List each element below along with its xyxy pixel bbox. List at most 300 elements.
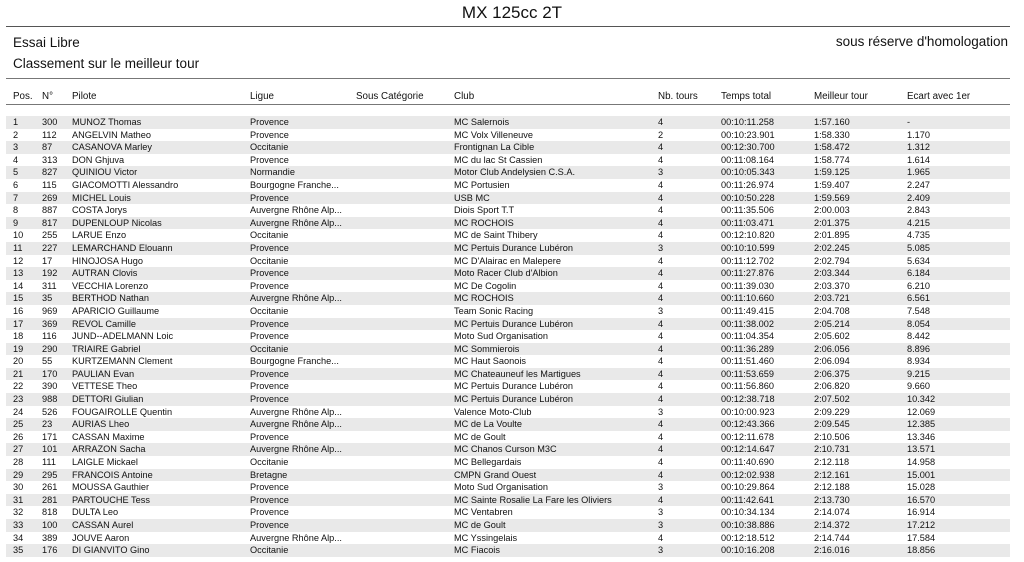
cell-num: 269 bbox=[42, 192, 58, 203]
cell-pilote: GIACOMOTTI Alessandro bbox=[72, 179, 179, 190]
cell-pos: 15 bbox=[13, 293, 24, 304]
cell-num: 281 bbox=[42, 494, 58, 505]
cell-pilote: TRIAIRE Gabriel bbox=[72, 343, 141, 354]
table-row bbox=[6, 343, 1010, 356]
session-label: Essai Libre bbox=[13, 35, 80, 50]
cell-num: 311 bbox=[42, 280, 57, 291]
cell-ecart: 8.442 bbox=[907, 331, 930, 342]
cell-club: MC Pertuis Durance Lubéron bbox=[454, 394, 573, 405]
cell-meilleur-tour: 2:06.094 bbox=[814, 356, 850, 367]
cell-num: 295 bbox=[42, 469, 58, 480]
cell-ligue: Occitanie bbox=[250, 142, 289, 153]
cell-nb-tours: 4 bbox=[658, 217, 664, 228]
cell-pos: 3 bbox=[13, 142, 19, 153]
cell-nb-tours: 3 bbox=[658, 167, 664, 178]
table-row bbox=[6, 192, 1010, 205]
cell-ecart: 18.856 bbox=[907, 545, 936, 556]
col-header-num: N° bbox=[42, 91, 53, 102]
table-row bbox=[6, 242, 1010, 255]
cell-club: Moto Sud Organisation bbox=[454, 331, 548, 342]
cell-pos: 26 bbox=[13, 431, 24, 442]
cell-pos: 5 bbox=[13, 167, 19, 178]
col-header-pos: Pos. bbox=[13, 91, 33, 102]
cell-ligue: Provence bbox=[250, 368, 289, 379]
cell-nb-tours: 4 bbox=[658, 394, 664, 405]
cell-pilote: VECCHIA Lorenzo bbox=[72, 280, 149, 291]
cell-temps-total: 00:11:26.974 bbox=[721, 179, 774, 190]
cell-meilleur-tour: 2:16.016 bbox=[814, 545, 850, 556]
cell-ecart: 4.735 bbox=[907, 230, 930, 241]
cell-ligue: Provence bbox=[250, 242, 289, 253]
cell-pilote: JUND--ADELMANN Loic bbox=[72, 331, 174, 342]
cell-num: 17 bbox=[42, 255, 53, 266]
cell-ligue: Occitanie bbox=[250, 545, 289, 556]
cell-ecart: 17.584 bbox=[907, 532, 936, 543]
cell-temps-total: 00:11:04.354 bbox=[721, 331, 774, 342]
cell-pilote: JOUVE Aaron bbox=[72, 532, 130, 543]
cell-nb-tours: 3 bbox=[658, 545, 664, 556]
cell-pos: 6 bbox=[13, 179, 19, 190]
cell-temps-total: 00:11:03.471 bbox=[721, 217, 774, 228]
cell-nb-tours: 2 bbox=[658, 129, 664, 140]
cell-num: 101 bbox=[42, 444, 58, 455]
cell-meilleur-tour: 2:10.731 bbox=[814, 444, 850, 455]
table-row bbox=[6, 431, 1010, 444]
cell-club: MC Pertuis Durance Lubéron bbox=[454, 242, 573, 253]
cell-ecart: 13.346 bbox=[907, 431, 936, 442]
table-row bbox=[6, 544, 1010, 557]
cell-club: MC Haut Saonois bbox=[454, 356, 527, 367]
table-row bbox=[6, 355, 1010, 368]
cell-num: 100 bbox=[42, 520, 58, 530]
cell-num: 300 bbox=[42, 117, 58, 127]
table-row bbox=[6, 141, 1010, 154]
cell-pilote: LEMARCHAND Elouann bbox=[72, 242, 173, 253]
table-row bbox=[6, 116, 1010, 129]
cell-ligue: Occitanie bbox=[250, 343, 289, 354]
table-row bbox=[6, 179, 1010, 192]
cell-num: 526 bbox=[42, 406, 58, 417]
cell-pilote: MUNOZ Thomas bbox=[72, 117, 142, 127]
cell-num: 170 bbox=[42, 368, 58, 379]
cell-club: MC de Goult bbox=[454, 520, 506, 530]
cell-temps-total: 00:12:14.647 bbox=[721, 444, 775, 455]
cell-num: 817 bbox=[42, 217, 58, 228]
cell-pilote: CASANOVA Marley bbox=[72, 142, 152, 153]
cell-pos: 27 bbox=[13, 444, 24, 455]
cell-ecart: 2.843 bbox=[907, 205, 930, 216]
cell-nb-tours: 4 bbox=[658, 142, 664, 153]
cell-pos: 28 bbox=[13, 457, 24, 468]
cell-meilleur-tour: 2:05.602 bbox=[814, 331, 850, 342]
cell-temps-total: 00:11:51.460 bbox=[721, 356, 774, 367]
cell-pilote: CASSAN Aurel bbox=[72, 520, 134, 530]
cell-ligue: Provence bbox=[250, 331, 289, 342]
cell-club: Frontignan La Cible bbox=[454, 142, 535, 153]
cell-meilleur-tour: 2:06.375 bbox=[814, 368, 850, 379]
cell-ecart: - bbox=[907, 117, 911, 127]
table-row bbox=[6, 229, 1010, 242]
cell-nb-tours: 3 bbox=[658, 507, 664, 518]
cell-pilote: ANGELVIN Matheo bbox=[72, 129, 151, 140]
cell-temps-total: 00:11:10.660 bbox=[721, 293, 774, 304]
cell-club: MC Yssingelais bbox=[454, 532, 518, 543]
cell-meilleur-tour: 1:58.774 bbox=[814, 154, 850, 165]
cell-pilote: KURTZEMANN Clement bbox=[72, 356, 173, 367]
cell-pilote: BERTHOD Nathan bbox=[72, 293, 149, 304]
cell-club: MC ROCHOIS bbox=[454, 293, 514, 304]
table-header-divider bbox=[6, 104, 1010, 105]
cell-ecart: 9.215 bbox=[907, 368, 930, 379]
cell-ecart: 8.054 bbox=[907, 318, 930, 329]
cell-temps-total: 00:10:50.228 bbox=[721, 192, 775, 203]
cell-ecart: 12.385 bbox=[907, 419, 936, 430]
cell-pos: 32 bbox=[13, 507, 24, 518]
cell-meilleur-tour: 2:01.895 bbox=[814, 230, 850, 241]
cell-club: MC de Saint Thibery bbox=[454, 230, 538, 241]
cell-meilleur-tour: 2:12.118 bbox=[814, 457, 850, 468]
cell-ligue: Provence bbox=[250, 494, 289, 505]
cell-temps-total: 00:12:43.366 bbox=[721, 419, 775, 430]
cell-meilleur-tour: 2:13.730 bbox=[814, 494, 850, 505]
cell-ligue: Provence bbox=[250, 129, 289, 140]
table-row bbox=[6, 494, 1010, 507]
cell-temps-total: 00:11:40.690 bbox=[721, 457, 774, 468]
cell-ecart: 2.409 bbox=[907, 192, 930, 203]
cell-meilleur-tour: 2:14.744 bbox=[814, 532, 850, 543]
cell-ecart: 15.028 bbox=[907, 482, 936, 493]
cell-pilote: PAULIAN Evan bbox=[72, 368, 135, 379]
cell-nb-tours: 4 bbox=[658, 532, 664, 543]
cell-nb-tours: 3 bbox=[658, 520, 664, 530]
cell-pilote: MOUSSA Gauthier bbox=[72, 482, 150, 493]
cell-ecart: 16.914 bbox=[907, 507, 936, 518]
cell-nb-tours: 4 bbox=[658, 431, 664, 442]
cell-meilleur-tour: 2:01.375 bbox=[814, 217, 850, 228]
cell-num: 827 bbox=[42, 167, 58, 178]
table-row bbox=[6, 280, 1010, 293]
cell-temps-total: 00:12:30.700 bbox=[721, 142, 775, 153]
cell-temps-total: 00:10:34.134 bbox=[721, 507, 775, 518]
table-row bbox=[6, 204, 1010, 217]
cell-temps-total: 00:12:38.718 bbox=[721, 394, 775, 405]
cell-club: MC Chateauneuf les Martigues bbox=[454, 368, 581, 379]
cell-meilleur-tour: 2:03.721 bbox=[814, 293, 850, 304]
cell-num: 389 bbox=[42, 532, 58, 543]
table-row bbox=[6, 380, 1010, 393]
cell-num: 969 bbox=[42, 305, 58, 316]
cell-ligue: Bretagne bbox=[250, 469, 288, 480]
table-row bbox=[6, 292, 1010, 305]
cell-temps-total: 00:10:10.599 bbox=[721, 242, 775, 253]
cell-ligue: Provence bbox=[250, 507, 289, 518]
cell-pos: 24 bbox=[13, 406, 24, 417]
cell-ligue: Auvergne Rhône Alp... bbox=[250, 444, 342, 455]
cell-ecart: 2.247 bbox=[907, 179, 930, 190]
cell-ecart: 13.571 bbox=[907, 444, 936, 455]
cell-ecart: 16.570 bbox=[907, 494, 936, 505]
cell-temps-total: 00:10:29.864 bbox=[721, 482, 775, 493]
cell-temps-total: 00:11:39.030 bbox=[721, 280, 774, 291]
cell-ligue: Provence bbox=[250, 154, 289, 165]
cell-pos: 35 bbox=[13, 545, 24, 556]
cell-pilote: LARUE Enzo bbox=[72, 230, 127, 241]
cell-meilleur-tour: 2:05.214 bbox=[814, 318, 850, 329]
cell-pilote: VETTESE Theo bbox=[72, 381, 138, 392]
cell-pos: 29 bbox=[13, 469, 24, 480]
cell-ligue: Provence bbox=[250, 280, 289, 291]
table-row bbox=[6, 519, 1010, 532]
homologation-note: sous réserve d'homologation bbox=[835, 34, 1008, 49]
cell-num: 176 bbox=[42, 545, 58, 556]
cell-pilote: HINOJOSA Hugo bbox=[72, 255, 143, 266]
cell-num: 35 bbox=[42, 293, 53, 304]
cell-meilleur-tour: 1:58.472 bbox=[814, 142, 850, 153]
cell-meilleur-tour: 2:02.245 bbox=[814, 242, 850, 253]
cell-meilleur-tour: 2:14.074 bbox=[814, 507, 850, 518]
cell-nb-tours: 4 bbox=[658, 343, 664, 354]
cell-club: MC Fiacois bbox=[454, 545, 500, 556]
cell-ligue: Auvergne Rhône Alp... bbox=[250, 406, 342, 417]
cell-pilote: REVOL Camille bbox=[72, 318, 136, 329]
col-header-ecart: Ecart avec 1er bbox=[907, 91, 971, 102]
cell-num: 255 bbox=[42, 230, 58, 241]
cell-pilote: ARRAZON Sacha bbox=[72, 444, 146, 455]
cell-club: MC Sommierois bbox=[454, 343, 520, 354]
cell-nb-tours: 3 bbox=[658, 482, 664, 493]
table-header bbox=[0, 90, 1024, 104]
cell-nb-tours: 4 bbox=[658, 268, 664, 279]
cell-ecart: 4.215 bbox=[907, 217, 930, 228]
cell-ligue: Provence bbox=[250, 482, 289, 493]
cell-ecart: 8.896 bbox=[907, 343, 930, 354]
top-divider bbox=[6, 26, 1010, 27]
cell-nb-tours: 4 bbox=[658, 255, 664, 266]
cell-pilote: AURIAS Lheo bbox=[72, 419, 130, 430]
table-row bbox=[6, 418, 1010, 431]
cell-pos: 33 bbox=[13, 520, 24, 530]
table-row bbox=[6, 393, 1010, 406]
cell-pos: 4 bbox=[13, 154, 19, 165]
table-row bbox=[6, 469, 1010, 482]
cell-nb-tours: 4 bbox=[658, 494, 664, 505]
cell-pilote: QUINIOU Victor bbox=[72, 167, 138, 178]
cell-num: 988 bbox=[42, 394, 58, 405]
cell-ecart: 6.561 bbox=[907, 293, 930, 304]
cell-temps-total: 00:11:08.164 bbox=[721, 154, 774, 165]
cell-num: 111 bbox=[42, 457, 56, 468]
table-row bbox=[6, 506, 1010, 519]
cell-club: MC Salernois bbox=[454, 117, 510, 127]
cell-pilote: DI GIANVITO Gino bbox=[72, 545, 150, 556]
cell-temps-total: 00:10:16.208 bbox=[721, 545, 775, 556]
cell-meilleur-tour: 2:09.545 bbox=[814, 419, 850, 430]
page-title: MX 125cc 2T bbox=[461, 3, 563, 22]
cell-nb-tours: 4 bbox=[658, 356, 664, 367]
cell-club: MC Volx Villeneuve bbox=[454, 129, 533, 140]
cell-num: 23 bbox=[42, 419, 53, 430]
cell-pilote: COSTA Jorys bbox=[72, 205, 127, 216]
table-row bbox=[6, 481, 1010, 494]
cell-nb-tours: 4 bbox=[658, 331, 664, 342]
table-row bbox=[6, 305, 1010, 318]
cell-nb-tours: 4 bbox=[658, 179, 664, 190]
cell-temps-total: 00:12:18.512 bbox=[721, 532, 775, 543]
cell-nb-tours: 4 bbox=[658, 230, 664, 241]
cell-temps-total: 00:10:23.901 bbox=[721, 129, 775, 140]
cell-ligue: Provence bbox=[250, 520, 289, 530]
cell-ligue: Provence bbox=[250, 381, 289, 392]
cell-pilote: CASSAN Maxime bbox=[72, 431, 145, 442]
cell-ecart: 1.614 bbox=[907, 154, 930, 165]
cell-ligue: Occitanie bbox=[250, 255, 289, 266]
cell-num: 87 bbox=[42, 142, 53, 153]
cell-ligue: Auvergne Rhône Alp... bbox=[250, 419, 342, 430]
cell-pos: 23 bbox=[13, 394, 24, 405]
cell-club: MC Pertuis Durance Lubéron bbox=[454, 318, 573, 329]
cell-nb-tours: 4 bbox=[658, 280, 664, 291]
cell-num: 290 bbox=[42, 343, 58, 354]
table-row bbox=[6, 255, 1010, 268]
cell-num: 887 bbox=[42, 205, 58, 216]
cell-num: 261 bbox=[42, 482, 58, 493]
cell-pos: 2 bbox=[13, 129, 19, 140]
cell-pos: 14 bbox=[13, 280, 24, 291]
cell-meilleur-tour: 2:00.003 bbox=[814, 205, 850, 216]
cell-temps-total: 00:11:12.702 bbox=[721, 255, 774, 266]
cell-ligue: Provence bbox=[250, 268, 289, 279]
cell-ecart: 9.660 bbox=[907, 381, 930, 392]
cell-meilleur-tour: 2:07.502 bbox=[814, 394, 850, 405]
cell-pilote: MICHEL Louis bbox=[72, 192, 131, 203]
cell-pos: 11 bbox=[13, 242, 23, 253]
cell-pilote: APARICIO Guillaume bbox=[72, 305, 160, 316]
cell-temps-total: 00:11:38.002 bbox=[721, 318, 774, 329]
cell-meilleur-tour: 1:57.160 bbox=[814, 117, 850, 127]
cell-temps-total: 00:10:05.343 bbox=[721, 167, 775, 178]
cell-pilote: DETTORI Giulian bbox=[72, 394, 144, 405]
cell-temps-total: 00:10:11.258 bbox=[721, 117, 774, 127]
cell-ligue: Bourgogne Franche... bbox=[250, 356, 339, 367]
cell-temps-total: 00:11:42.641 bbox=[721, 494, 774, 505]
cell-nb-tours: 4 bbox=[658, 293, 664, 304]
cell-ecart: 1.312 bbox=[907, 142, 930, 153]
cell-pos: 9 bbox=[13, 217, 19, 228]
cell-temps-total: 00:11:35.506 bbox=[721, 205, 774, 216]
cell-club: MC Bellegardais bbox=[454, 457, 522, 468]
cell-pilote: FOUGAIROLLE Quentin bbox=[72, 406, 173, 417]
cell-ecart: 5.634 bbox=[907, 255, 930, 266]
cell-ecart: 15.001 bbox=[907, 469, 936, 480]
cell-club: Valence Moto-Club bbox=[454, 406, 532, 417]
cell-ligue: Occitanie bbox=[250, 230, 289, 241]
cell-pos: 16 bbox=[13, 305, 24, 316]
cell-meilleur-tour: 1:58.330 bbox=[814, 129, 850, 140]
cell-pos: 25 bbox=[13, 419, 24, 430]
cell-num: 227 bbox=[42, 242, 58, 253]
cell-pos: 18 bbox=[13, 331, 24, 342]
cell-ligue: Auvergne Rhône Alp... bbox=[250, 532, 342, 543]
cell-pos: 13 bbox=[13, 268, 24, 279]
cell-ligue: Bourgogne Franche... bbox=[250, 179, 339, 190]
cell-ecart: 6.210 bbox=[907, 280, 930, 291]
cell-num: 192 bbox=[42, 268, 58, 279]
cell-nb-tours: 4 bbox=[658, 117, 664, 127]
cell-ligue: Occitanie bbox=[250, 457, 289, 468]
cell-meilleur-tour: 2:14.372 bbox=[814, 520, 850, 530]
cell-club: MC Sainte Rosalie La Fare les Oliviers bbox=[454, 494, 612, 505]
cell-ligue: Provence bbox=[250, 394, 289, 405]
cell-meilleur-tour: 2:04.708 bbox=[814, 305, 850, 316]
cell-num: 55 bbox=[42, 356, 53, 367]
col-header-pilote: Pilote bbox=[72, 91, 97, 102]
cell-pilote: AUTRAN Clovis bbox=[72, 268, 138, 279]
cell-nb-tours: 4 bbox=[658, 444, 664, 455]
cell-club: MC ROCHOIS bbox=[454, 217, 514, 228]
cell-nb-tours: 4 bbox=[658, 419, 664, 430]
cell-club: MC Ventabren bbox=[454, 507, 513, 518]
cell-club: MC Portusien bbox=[454, 179, 510, 190]
classement-label: Classement sur le meilleur tour bbox=[13, 56, 200, 71]
cell-nb-tours: 4 bbox=[658, 469, 664, 480]
table-row bbox=[6, 368, 1010, 381]
cell-num: 112 bbox=[42, 129, 57, 140]
cell-club: Motor Club Andelysien C.S.A. bbox=[454, 167, 576, 178]
cell-pos: 12 bbox=[13, 255, 24, 266]
cell-meilleur-tour: 2:06.056 bbox=[814, 343, 850, 354]
cell-num: 116 bbox=[42, 331, 57, 342]
cell-ecart: 14.958 bbox=[907, 457, 936, 468]
cell-meilleur-tour: 2:12.188 bbox=[814, 482, 850, 493]
cell-temps-total: 00:10:00.923 bbox=[721, 406, 775, 417]
table-row bbox=[6, 443, 1010, 456]
cell-club: MC Chanos Curson M3C bbox=[454, 444, 557, 455]
col-header-sous-categorie: Sous Catégorie bbox=[356, 91, 424, 102]
cell-pos: 19 bbox=[13, 343, 24, 354]
cell-meilleur-tour: 2:03.344 bbox=[814, 268, 850, 279]
cell-club: Team Sonic Racing bbox=[454, 305, 534, 316]
cell-temps-total: 00:11:49.415 bbox=[721, 305, 774, 316]
cell-ligue: Provence bbox=[250, 192, 289, 203]
cell-meilleur-tour: 1:59.569 bbox=[814, 192, 850, 203]
cell-num: 369 bbox=[42, 318, 58, 329]
cell-num: 313 bbox=[42, 154, 58, 165]
table-row bbox=[6, 318, 1010, 331]
cell-pos: 1 bbox=[13, 117, 19, 127]
cell-meilleur-tour: 2:02.794 bbox=[814, 255, 850, 266]
cell-ecart: 17.212 bbox=[907, 520, 936, 530]
cell-ligue: Normandie bbox=[250, 167, 295, 178]
cell-pos: 34 bbox=[13, 532, 24, 543]
cell-club: Diois Sport T.T bbox=[454, 205, 515, 216]
cell-ecart: 8.934 bbox=[907, 356, 930, 367]
cell-club: MC D'Alairac en Malepere bbox=[454, 255, 561, 266]
cell-nb-tours: 3 bbox=[658, 305, 664, 316]
cell-club: MC de La Voulte bbox=[454, 419, 522, 430]
cell-ligue: Auvergne Rhône Alp... bbox=[250, 293, 342, 304]
results-table bbox=[6, 116, 1010, 557]
cell-temps-total: 00:11:27.876 bbox=[721, 268, 774, 279]
cell-pos: 30 bbox=[13, 482, 24, 493]
table-row bbox=[6, 154, 1010, 167]
cell-meilleur-tour: 2:03.370 bbox=[814, 280, 850, 291]
cell-club: CMPN Grand Ouest bbox=[454, 469, 537, 480]
cell-club: MC de Goult bbox=[454, 431, 506, 442]
cell-club: Moto Sud Organisation bbox=[454, 482, 548, 493]
cell-nb-tours: 3 bbox=[658, 242, 664, 253]
table-row bbox=[6, 532, 1010, 545]
cell-pilote: FRANCOIS Antoine bbox=[72, 469, 153, 480]
